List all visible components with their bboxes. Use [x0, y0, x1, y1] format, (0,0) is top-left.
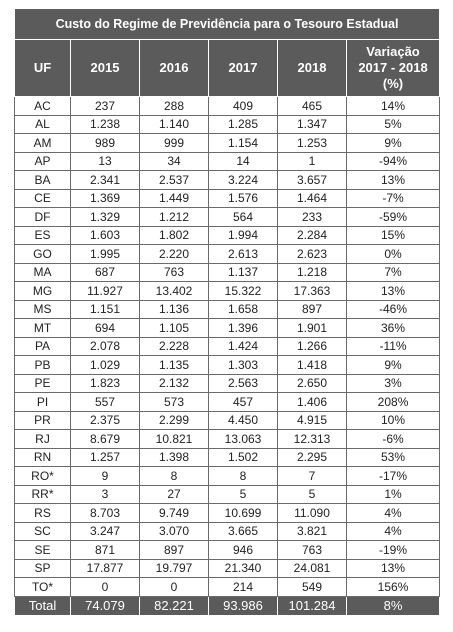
- cell-2016: 2.220: [140, 245, 209, 264]
- cell-2017: 10.699: [209, 504, 278, 523]
- cell-2016: 34: [140, 152, 209, 171]
- cell-2017: 1.576: [209, 189, 278, 208]
- cell-2016: 9.749: [140, 504, 209, 523]
- table-row: [15, 430, 440, 449]
- cell-uf: RN: [15, 448, 71, 467]
- cell-2016: 999: [140, 134, 209, 153]
- cell-2018: 1.347: [278, 115, 347, 134]
- cell-2016: 1.136: [140, 300, 209, 319]
- column-header-row: [15, 40, 440, 97]
- header-2015: 2015: [71, 40, 140, 97]
- cell-2015: 557: [71, 393, 140, 412]
- cell-2017: 1.285: [209, 115, 278, 134]
- cell-2017: 409: [209, 97, 278, 116]
- table-row: [15, 189, 440, 208]
- cell-2017: 457: [209, 393, 278, 412]
- cell-2016: 13.402: [140, 282, 209, 301]
- table-row: [15, 134, 440, 153]
- table-row: [15, 504, 440, 523]
- header-2018: 2018: [278, 40, 347, 97]
- cell-uf: GO: [15, 245, 71, 264]
- cell-2015: 694: [71, 319, 140, 338]
- cell-2015: 1.603: [71, 226, 140, 245]
- total-variation: 8%: [347, 596, 440, 615]
- table-body: [15, 97, 440, 597]
- cell-variation: -94%: [347, 152, 440, 171]
- cell-uf: MS: [15, 300, 71, 319]
- cell-2017: 15.322: [209, 282, 278, 301]
- cell-2017: 21.340: [209, 559, 278, 578]
- cell-variation: 14%: [347, 97, 440, 116]
- cell-2016: 1.449: [140, 189, 209, 208]
- table-title-row: [15, 9, 440, 40]
- cell-2016: 763: [140, 263, 209, 282]
- cell-uf: RO*: [15, 467, 71, 486]
- cell-uf: MA: [15, 263, 71, 282]
- cell-2015: 1.823: [71, 374, 140, 393]
- cell-2017: 14: [209, 152, 278, 171]
- cell-2015: 1.151: [71, 300, 140, 319]
- cell-2015: 2.078: [71, 337, 140, 356]
- cell-2018: 1.901: [278, 319, 347, 338]
- cell-2015: 11.927: [71, 282, 140, 301]
- cell-2016: 573: [140, 393, 209, 412]
- cell-2015: 237: [71, 97, 140, 116]
- cell-2018: 12.313: [278, 430, 347, 449]
- cell-uf: PE: [15, 374, 71, 393]
- total-row: [15, 596, 440, 615]
- cell-uf: CE: [15, 189, 71, 208]
- cell-2017: 1.137: [209, 263, 278, 282]
- cell-2018: 24.081: [278, 559, 347, 578]
- cell-2018: 1.406: [278, 393, 347, 412]
- cell-variation: -19%: [347, 541, 440, 560]
- cell-2015: 1.029: [71, 356, 140, 375]
- cell-2015: 9: [71, 467, 140, 486]
- table-row: [15, 374, 440, 393]
- cell-2015: 1.329: [71, 208, 140, 227]
- cell-2018: 17.363: [278, 282, 347, 301]
- cell-variation: -7%: [347, 189, 440, 208]
- cell-variation: -6%: [347, 430, 440, 449]
- cell-2016: 2.299: [140, 411, 209, 430]
- cell-2018: 2.295: [278, 448, 347, 467]
- cell-2016: 2.132: [140, 374, 209, 393]
- cell-variation: 13%: [347, 171, 440, 190]
- cell-2017: 13.063: [209, 430, 278, 449]
- table-row: [15, 393, 440, 412]
- cell-2018: 4.915: [278, 411, 347, 430]
- cell-variation: 0%: [347, 245, 440, 264]
- total-label: Total: [15, 596, 71, 615]
- cell-uf: SP: [15, 559, 71, 578]
- table-row: [15, 541, 440, 560]
- cell-2017: 1.502: [209, 448, 278, 467]
- header-2016: 2016: [140, 40, 209, 97]
- cell-2015: 1.369: [71, 189, 140, 208]
- table-row: [15, 448, 440, 467]
- cell-2018: 1.464: [278, 189, 347, 208]
- cell-2018: 897: [278, 300, 347, 319]
- cell-2018: 465: [278, 97, 347, 116]
- cell-2017: 2.613: [209, 245, 278, 264]
- cell-2015: 0: [71, 578, 140, 597]
- cell-2015: 3: [71, 485, 140, 504]
- table-title: Custo do Regime de Previdência para o Tesouro Estadual: [15, 9, 440, 40]
- cell-variation: 7%: [347, 263, 440, 282]
- cell-2017: 8: [209, 467, 278, 486]
- pension-cost-table: [14, 8, 440, 616]
- table-row: [15, 282, 440, 301]
- cell-uf: RR*: [15, 485, 71, 504]
- cell-2017: 1.303: [209, 356, 278, 375]
- total-2016: 82.221: [140, 596, 209, 615]
- table-row: [15, 152, 440, 171]
- cell-2016: 1.398: [140, 448, 209, 467]
- cell-variation: 208%: [347, 393, 440, 412]
- cell-2017: 946: [209, 541, 278, 560]
- cell-variation: -11%: [347, 337, 440, 356]
- cell-2018: 2.623: [278, 245, 347, 264]
- cell-2018: 1.253: [278, 134, 347, 153]
- total-2018: 101.284: [278, 596, 347, 615]
- cell-2016: 19.797: [140, 559, 209, 578]
- cell-uf: AP: [15, 152, 71, 171]
- cell-2018: 763: [278, 541, 347, 560]
- cell-uf: BA: [15, 171, 71, 190]
- cell-uf: MT: [15, 319, 71, 338]
- table-row: [15, 559, 440, 578]
- table-row: [15, 245, 440, 264]
- cell-2017: 1.396: [209, 319, 278, 338]
- cell-2017: 1.424: [209, 337, 278, 356]
- cell-2015: 1.995: [71, 245, 140, 264]
- cell-variation: 5%: [347, 115, 440, 134]
- cell-variation: 4%: [347, 522, 440, 541]
- table-row: [15, 319, 440, 338]
- table-row: [15, 337, 440, 356]
- cell-2015: 687: [71, 263, 140, 282]
- cell-uf: SE: [15, 541, 71, 560]
- cell-2015: 3.247: [71, 522, 140, 541]
- table-row: [15, 522, 440, 541]
- cell-2015: 8.679: [71, 430, 140, 449]
- cell-2015: 2.375: [71, 411, 140, 430]
- cell-2018: 549: [278, 578, 347, 597]
- cell-uf: AC: [15, 97, 71, 116]
- table-row: [15, 171, 440, 190]
- cell-variation: 13%: [347, 282, 440, 301]
- cell-2016: 1.105: [140, 319, 209, 338]
- cell-2018: 1.418: [278, 356, 347, 375]
- table-row: [15, 485, 440, 504]
- cell-variation: -59%: [347, 208, 440, 227]
- cell-uf: RS: [15, 504, 71, 523]
- table-row: [15, 411, 440, 430]
- cell-variation: 1%: [347, 485, 440, 504]
- cell-2017: 2.563: [209, 374, 278, 393]
- cell-uf: SC: [15, 522, 71, 541]
- header-variation-line-2: 2017 - 2018: [358, 60, 428, 75]
- cell-uf: AM: [15, 134, 71, 153]
- cell-2016: 0: [140, 578, 209, 597]
- cell-2015: 13: [71, 152, 140, 171]
- cell-variation: 4%: [347, 504, 440, 523]
- total-2015: 74.079: [71, 596, 140, 615]
- cell-2018: 7: [278, 467, 347, 486]
- cell-2017: 5: [209, 485, 278, 504]
- cell-2018: 1: [278, 152, 347, 171]
- cell-2016: 27: [140, 485, 209, 504]
- header-variation-line-3: (%): [382, 76, 404, 91]
- cell-2015: 2.341: [71, 171, 140, 190]
- cell-2018: 233: [278, 208, 347, 227]
- table-row: [15, 263, 440, 282]
- cell-uf: RJ: [15, 430, 71, 449]
- cell-variation: -17%: [347, 467, 440, 486]
- cell-variation: 53%: [347, 448, 440, 467]
- cell-uf: PI: [15, 393, 71, 412]
- cell-uf: ES: [15, 226, 71, 245]
- cell-2017: 1.994: [209, 226, 278, 245]
- cell-2018: 1.266: [278, 337, 347, 356]
- cell-2016: 2.228: [140, 337, 209, 356]
- cell-2016: 3.070: [140, 522, 209, 541]
- cell-uf: AL: [15, 115, 71, 134]
- table-row: [15, 115, 440, 134]
- table-row: [15, 300, 440, 319]
- cell-variation: 15%: [347, 226, 440, 245]
- table-row: [15, 578, 440, 597]
- table-row: [15, 356, 440, 375]
- cell-variation: 156%: [347, 578, 440, 597]
- header-variation: [347, 40, 440, 97]
- cell-uf: PR: [15, 411, 71, 430]
- cell-2017: 1.154: [209, 134, 278, 153]
- table-row: [15, 226, 440, 245]
- cell-2018: 5: [278, 485, 347, 504]
- cell-2016: 288: [140, 97, 209, 116]
- cell-variation: 36%: [347, 319, 440, 338]
- cell-uf: DF: [15, 208, 71, 227]
- cell-2015: 8.703: [71, 504, 140, 523]
- cell-2018: 3.821: [278, 522, 347, 541]
- cell-2018: 1.218: [278, 263, 347, 282]
- cell-2017: 564: [209, 208, 278, 227]
- cell-2016: 1.140: [140, 115, 209, 134]
- cell-2017: 3.224: [209, 171, 278, 190]
- header-variation-line-1: Variação: [366, 44, 420, 59]
- table-row: [15, 208, 440, 227]
- cell-2015: 1.257: [71, 448, 140, 467]
- table-row: [15, 467, 440, 486]
- cell-2015: 17.877: [71, 559, 140, 578]
- cell-2016: 897: [140, 541, 209, 560]
- cell-2018: 2.284: [278, 226, 347, 245]
- total-2017: 93.986: [209, 596, 278, 615]
- cell-variation: 9%: [347, 134, 440, 153]
- cell-2016: 2.537: [140, 171, 209, 190]
- cell-variation: 10%: [347, 411, 440, 430]
- cell-2016: 10.821: [140, 430, 209, 449]
- header-uf: UF: [15, 40, 71, 97]
- cell-uf: MG: [15, 282, 71, 301]
- cell-2016: 1.135: [140, 356, 209, 375]
- cell-variation: 13%: [347, 559, 440, 578]
- cell-2016: 1.212: [140, 208, 209, 227]
- cell-variation: 3%: [347, 374, 440, 393]
- cell-2018: 2.650: [278, 374, 347, 393]
- cell-variation: -46%: [347, 300, 440, 319]
- header-2017: 2017: [209, 40, 278, 97]
- cell-2016: 1.802: [140, 226, 209, 245]
- cell-2017: 214: [209, 578, 278, 597]
- cell-2015: 1.238: [71, 115, 140, 134]
- pension-cost-table-container: [14, 8, 439, 616]
- cell-variation: 9%: [347, 356, 440, 375]
- cell-2017: 1.658: [209, 300, 278, 319]
- cell-2017: 4.450: [209, 411, 278, 430]
- cell-uf: TO*: [15, 578, 71, 597]
- cell-2017: 3.665: [209, 522, 278, 541]
- table-row: [15, 97, 440, 116]
- cell-2015: 871: [71, 541, 140, 560]
- cell-uf: PB: [15, 356, 71, 375]
- cell-uf: PA: [15, 337, 71, 356]
- cell-2016: 8: [140, 467, 209, 486]
- cell-2018: 11.090: [278, 504, 347, 523]
- cell-2015: 989: [71, 134, 140, 153]
- cell-2018: 3.657: [278, 171, 347, 190]
